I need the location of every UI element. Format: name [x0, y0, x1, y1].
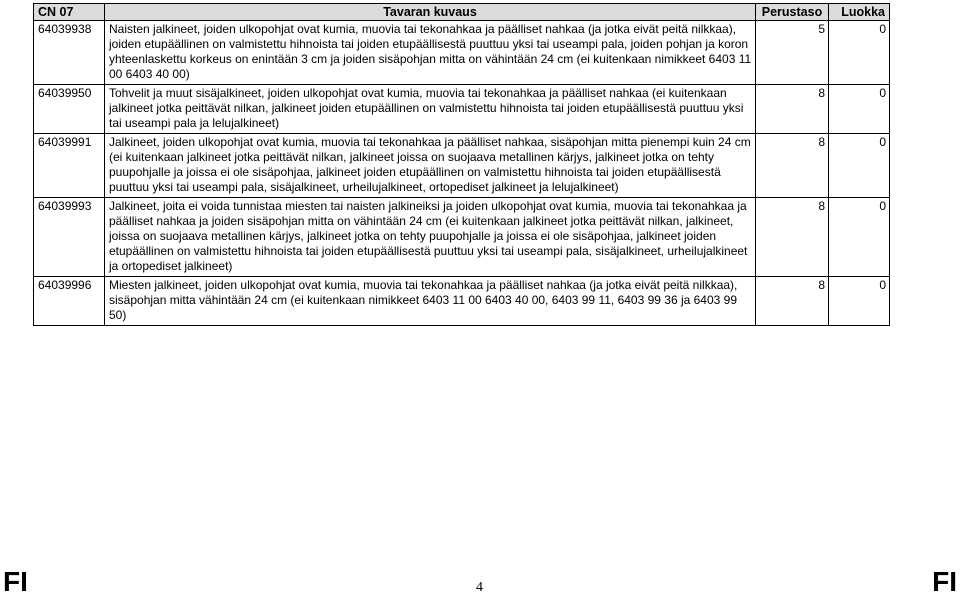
- footer-language-left: FI: [3, 566, 28, 597]
- row-class: 0: [829, 198, 890, 277]
- row-description: Naisten jalkineet, joiden ulkopohjat ovat kumia, muovia tai tekonahkaa ja päälliset nahkaa (ja jotka eivät peitä nilkkaa), joiden etupäällinen on valmistettu hihnoista tai joiden etupäällisestä puuttuu yksi tai useampi pala, joiden pohjan ja koron yhteenlaskettu korkeus on enintään 3 cm ja joiden sisäpohjan mitta on vähintään 24 cm (ei kuitenkaan nimikkeet 6403 11 00 6403 40 00): [105, 21, 756, 85]
- row-class: 0: [829, 21, 890, 85]
- header-code: CN 07: [34, 4, 105, 21]
- row-base: 8: [756, 198, 829, 277]
- row-description: Tohvelit ja muut sisäjalkineet, joiden ulkopohjat ovat kumia, muovia tai tekonahkaa ja päälliset nahkaa (ei kuitenkaan jalkineet jotka peittävät nilkan, jalkineet joiden etupäällinen on valmistettu hihnoista tai joiden etupäällisestä puuttuu yksi tai useampi pala ja lelujalkineet): [105, 85, 756, 134]
- row-base: 8: [756, 134, 829, 198]
- table-row: [34, 277, 890, 326]
- row-base: 8: [756, 85, 829, 134]
- row-code: 64039996: [34, 277, 105, 326]
- tariff-table: [33, 3, 890, 326]
- row-code: 64039950: [34, 85, 105, 134]
- row-class: 0: [829, 277, 890, 326]
- row-base: 8: [756, 277, 829, 326]
- row-code: 64039991: [34, 134, 105, 198]
- row-class: 0: [829, 85, 890, 134]
- page-number: 4: [476, 580, 483, 595]
- table-row: [34, 198, 890, 277]
- row-description: Miesten jalkineet, joiden ulkopohjat ovat kumia, muovia tai tekonahkaa ja päälliset nahkaa (ja jotka eivät peitä nilkkaa), sisäpohjan mitta vähintään 24 cm (ei kuitenkaan nimikkeet 6403 11 00 6403 40 00, 6403 99 11, 6403 99 36 ja 6403 99 50): [105, 277, 756, 326]
- header-description: Tavaran kuvaus: [105, 4, 756, 21]
- row-class: 0: [829, 134, 890, 198]
- table-row: [34, 85, 890, 134]
- row-description: Jalkineet, joiden ulkopohjat ovat kumia, muovia tai tekonahkaa ja päälliset nahkaa, sisäpohjan mitta pienempi kuin 24 cm (ei kuitenkaan jalkineet jotka peittävät nilkan, jalkineet joissa on suojaava metallinen kärjys, jalkineet jotka on tehty puupohjalle ja joissa ei ole sisäpohjaa, jalkineet joiden etupäällinen on valmistettu hihnoista tai joiden etupäällisestä puuttuu yksi tai useampi pala, sisäjalkineet, urheilujalkineet, ortopediset jalkineet ja lelujalkineet): [105, 134, 756, 198]
- footer-language-right: FI: [932, 566, 957, 597]
- row-code: 64039938: [34, 21, 105, 85]
- row-description: Jalkineet, joita ei voida tunnistaa miesten tai naisten jalkineiksi ja joiden ulkopohjat ovat kumia, muovia tai tekonahkaa ja päälliset nahkaa ja joiden sisäpohjan mitta on vähintään 24 cm (ei kuitenkaan jalkineet jotka peittävät nilkan, jalkineet, joissa on suojaava metallinen kärjys, jalkineet jotka on tehty puupohjalle ja joissa ei ole sisäpohjaa, jalkineet joiden etupäällinen on valmistettu hihnoista tai joiden etupäällisestä puuttuu yksi tai useampi pala, sisäjalkineet, urheilujalkineet ja ortopediset jalkineet): [105, 198, 756, 277]
- header-class: Luokka: [829, 4, 890, 21]
- table-row: [34, 134, 890, 198]
- table-header-row: [34, 4, 890, 21]
- header-base: Perustaso: [756, 4, 829, 21]
- row-base: 5: [756, 21, 829, 85]
- row-code: 64039993: [34, 198, 105, 277]
- table-row: [34, 21, 890, 85]
